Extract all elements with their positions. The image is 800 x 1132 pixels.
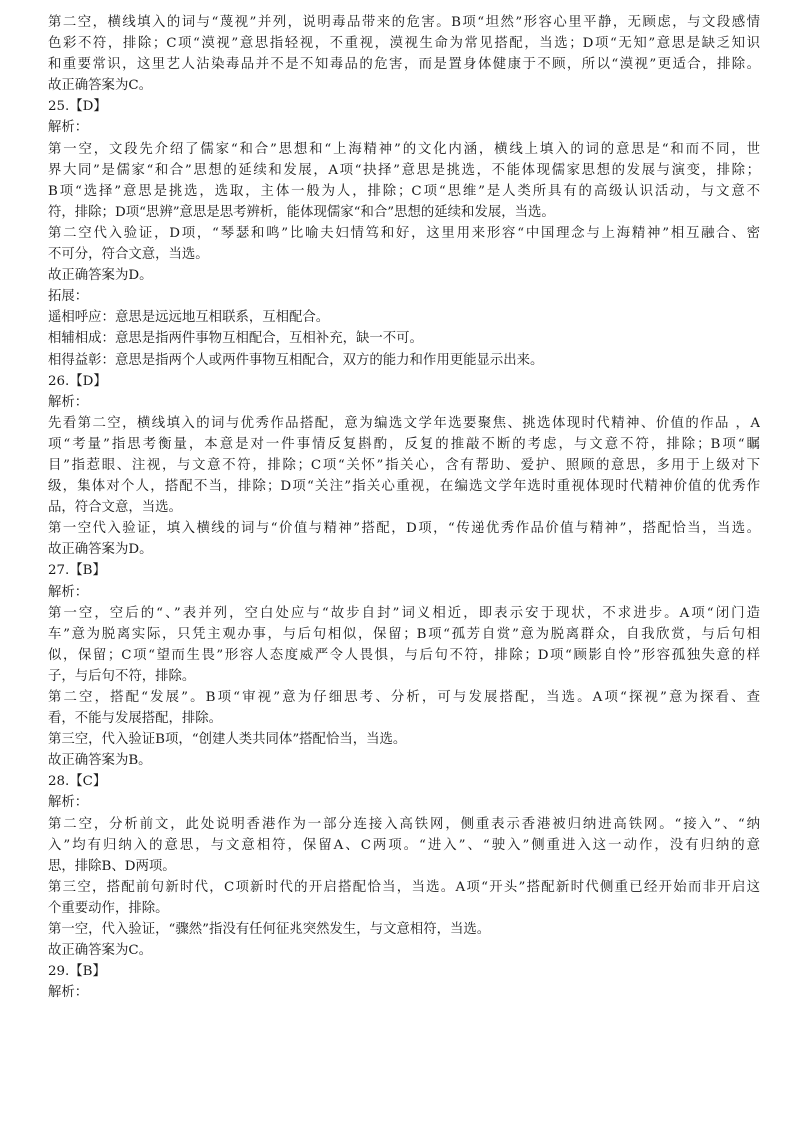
- question-number: 28.【C】: [48, 774, 107, 790]
- text-line: 思，排除B、D两项。: [48, 858, 176, 874]
- text-line: 第三空，搭配前句新时代，C项新时代的开启搭配恰当，当选。A项“开头”搭配新时代侧重已经开始而非开启这: [48, 879, 760, 895]
- text-line: 和重要常识，这里艺人沾染毒品并不是不知毒品的危害，而是置身体健康于不顾，所以“漠视”更适合，排除。: [48, 57, 760, 73]
- text-line: 故正确答案为D。: [48, 542, 153, 558]
- text-line: 第二空，分析前文，此处说明香港作为一部分连接入高铁网，侧重表示香港被归纳进高铁网。“接入”、“纳: [48, 816, 760, 832]
- text-line: 品，符合文意，当选。: [48, 500, 182, 516]
- text-line: 故正确答案为B。: [48, 753, 152, 769]
- section-heading: 解析：: [48, 120, 89, 136]
- text-line: 不可分，符合文意，当选。: [48, 247, 209, 263]
- text-line: 子，与后句不符，排除。: [48, 668, 196, 684]
- text-line: B项“选择”意思是挑选，选取，主体一般为人，排除；C项“思维”是人类所具有的高级认识活动，与文意不: [48, 183, 760, 199]
- text-line: 项“考量”指思考衡量，本意是对一件事情反复斟酌，反复的推敲不断的考虑，与文意不符，排除；B项“瞩: [48, 436, 760, 452]
- text-line: 似，保留；C项“望而生畏”形容人态度威严令人畏惧，与后句不符，排除；D项“顾影自怜”形容孤独失意的样: [48, 647, 760, 663]
- text-line: 第一空，代入验证，“骤然”指没有任何征兆突然发生，与文意相符，当选。: [48, 922, 491, 938]
- text-line: 第一空，文段先介绍了儒家“和合”思想和“上海精神”的文化内涵，横线上填入的词的意思是“和而不同，世: [48, 141, 760, 157]
- text-line: 入”均有归纳入的意思，与文意相符，保留A、C两项。“进入”、“驶入”侧重进入这一动作，没有归纳的意: [48, 837, 760, 853]
- text-line: 遥相呼应：意思是远远地互相联系，互相配合。: [48, 310, 330, 326]
- text-line: 相得益彰：意思是指两个人或两件事物互相配合，双方的能力和作用更能显示出来。: [48, 352, 544, 368]
- question-number: 29.【B】: [48, 964, 106, 980]
- text-line: 故正确答案为C。: [48, 78, 152, 94]
- text-line: 界大同”是儒家“和合”思想的延续和发展，A项“抉择”意思是挑选，不能体现儒家思想的发展与演变，排除；: [48, 162, 760, 178]
- text-line: 个重要动作，排除。: [48, 900, 169, 916]
- question-number: 27.【B】: [48, 563, 106, 579]
- text-line: 车”意为脱离实际，只凭主观办事，与后句相似，保留；B项“孤芳自赏”意为脱离群众，自我欣赏，与后句相: [48, 626, 760, 642]
- text-line: 色彩不符，排除；C项“漠视”意思指轻视，不重视，漠视生命为常见搭配，当选；D项“无知”意思是缺乏知识: [48, 36, 760, 52]
- question-number: 25.【D】: [48, 99, 107, 115]
- text-line: 第二空，搭配“发展”。B项“审视”意为仔细思考、分析，可与发展搭配，当选。A项“探视”意为探看、查: [48, 690, 760, 705]
- text-line: 第二空代入验证，D项，“琴瑟和鸣”比喻夫妇情笃和好，这里用来形容“中国理念与上海精神”相互融合、密: [48, 225, 760, 241]
- text-line: 第一空，空后的“、”表并列，空白处应与“故步自封”词义相近，即表示安于现状，不求进步。A项“闭门造: [48, 605, 760, 621]
- text-line: 看，不能与发展搭配，排除。: [48, 711, 223, 727]
- text-line: 故正确答案为C。: [48, 943, 152, 959]
- section-heading: 解析：: [48, 394, 89, 410]
- section-heading: 解析：: [48, 584, 89, 600]
- text-line: 第一空代入验证，填入横线的词与“价值与精神”搭配，D项，“传递优秀作品价值与精神”，搭配恰当，当选。: [48, 521, 760, 537]
- text-line: 目”指惹眼、注视，与文意不符，排除；C项“关怀”指关心，含有帮助、爱护、照顾的意思，多用于上级对下: [48, 457, 760, 473]
- text-line: 相辅相成：意思是指两件事物互相配合，互相补充，缺一不可。: [48, 331, 423, 347]
- text-line: 故正确答案为D。: [48, 268, 153, 284]
- document-body: [48, 12, 760, 1003]
- text-line: 先看第二空，横线填入的词与优秀作品搭配，意为编选文学年选要聚焦、挑选体现时代精神、价值的作品 ，A: [48, 415, 760, 431]
- section-heading: 拓展：: [48, 289, 89, 305]
- text-line: 第三空，代入验证B项，“创建人类共同体”搭配恰当，当选。: [48, 732, 407, 748]
- section-heading: 解析：: [48, 795, 89, 811]
- text-line: 级，集体对个人，搭配不当，排除；D项“关注”指关心重视，在编选文学年选时重视体现时代精神价值的优秀作: [48, 479, 760, 495]
- question-number: 26.【D】: [48, 373, 107, 389]
- text-line: 符，排除；D项“思辨”意思是思考辨析，能体现儒家“和合”思想的延续和发展，当选。: [48, 204, 555, 220]
- text-line: 第二空，横线填入的词与“蔑视”并列，说明毒品带来的危害。B项“坦然”形容心里平静，无顾虑，与文段感情: [48, 15, 760, 30]
- section-heading: 解析：: [48, 985, 89, 1001]
